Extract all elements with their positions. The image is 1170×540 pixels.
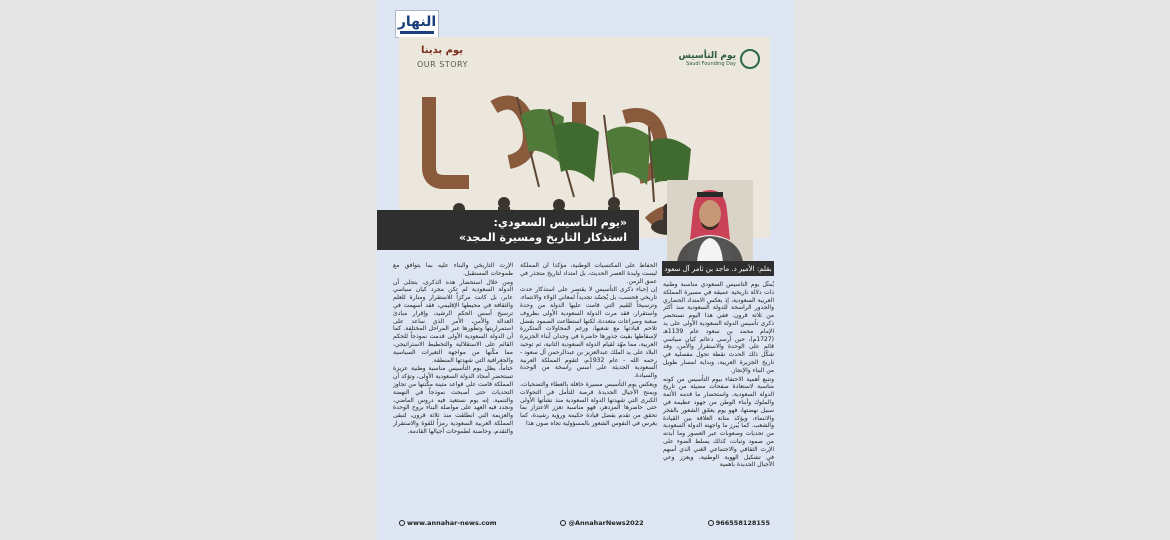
whatsapp-text: 966558128155 xyxy=(715,519,770,527)
magazine-page xyxy=(377,0,794,540)
paragraph: ومن خلال استحضار هذه الذكرى، يتجلى أن الدولة السعودية لم تكن مجرد كيان سياسي عابر، بل كانت مركزاً للاستقرار ومنارة للعلم والثقافة في محيطها الإقليمي، فقد أسهمت في ترسيخ أسس الحكم الرشيد، وإقرار مبادئ العدالة والأمن، الأمر الذي ساعد على استمراريتها وتطورها عبر المراحل المختلفة. كما أن الدولة السعودية الأولى قدمت نموذجاً للحكم القائم على الاستقلالية والتخطيط الاستراتيجي، مما مكّنها من مواجهة التغيرات السياسية والجغرافية التي شهدتها المنطقة. xyxy=(393,278,513,364)
paragraph: ختاماً، يظل يوم التأسيس مناسبة وطنية عزيزة تستحضر أمجاد الدولة السعودية الأولى، وتؤكد أن المملكة قامت على قواعد متينة مكّنتها من تجاوز التحديات حتى أصبحت نموذجاً في النهضة والتنمية. إنه يوم نستعيد فيه دروس الماضي، ونجدد فيه العهد على مواصلة البناء بروح الوحدة والعزيمة التي انطلقت منذ ثلاثة قرون، لتبقى المملكة العربية السعودية رمزاً للقوة والاستقرار والتقدم، وحاضنة لطموحات أجيالها القادمة. xyxy=(393,365,513,435)
article-column-middle xyxy=(520,262,657,510)
annahar-logo xyxy=(395,10,439,38)
paragraph: وتنبع أهمية الاحتفاء بيوم التأسيس من كونه مناسبة لاستعادة صفحات مضيئة من تاريخ الدولة السعودية، واستحضار ما قدمه الأئمة والملوك وأبناء الوطن من جهود عظيمة في سبيل نهضتها، فهو يوم يعمّق الشعور بالفخر والانتماء، ويؤكد متانة العلاقة بين القيادة والشعب. كما يُبرز ما واجهته الدولة السعودية من تحديات وصعوبات عبر العصور وما أبدته من صمود وثبات، كذلك يسلط الضوء على الإرث الثقافي والاجتماعي الغني الذي أسهم في تشكيل الهوية الوطنية، ويعزز وعي الأجيال الجديدة بأهمية xyxy=(663,375,774,469)
footer-website[interactable] xyxy=(399,519,496,527)
website-text: www.annahar-news.com xyxy=(407,519,497,527)
founding-day-ar: يوم التأسيس xyxy=(678,51,736,61)
twitter-text: @AnnaharNews2022 xyxy=(568,519,644,527)
article-column-right xyxy=(663,281,774,511)
founding-day-en: Saudi Founding Day xyxy=(685,61,736,67)
article-title-line1: «يوم التأسيس السعودي: xyxy=(493,216,627,229)
page-footer xyxy=(399,516,770,530)
globe-icon xyxy=(399,520,405,526)
footer-twitter[interactable] xyxy=(560,519,643,527)
author-portrait-illustration xyxy=(667,180,753,262)
paragraph: يُمثّل يوم التأسيس السعودي مناسبة وطنية ذات دلالة تاريخية عميقة في مسيرة المملكة العربية السعودية، إذ يعكس الامتداد الحضاري والجذور الراسخة للدولة السعودية منذ أكثر من ثلاثة قرون. ففي هذا اليوم نستحضر ذكرى تأسيس الدولة السعودية الأولى على يد الإمام محمد بن سعود عام 1139هـ (1727م)، حين أرسى دعائم كيان سياسي قائم على الوحدة والاستقرار والأمن، وقد شكّل ذلك الحدث نقطة تحول مفصلية في تاريخ الجزيرة العربية، وبداية لمسار طويل من البناء والإنجاز. xyxy=(663,281,774,374)
logo-bar xyxy=(400,31,434,34)
logo-text: النهار xyxy=(397,13,437,30)
author-portrait xyxy=(667,180,753,262)
paragraph: الحفاظ على المكتسبات الوطنية، مؤكداً أن المملكة ليست وليدة العصر الحديث، بل امتداد لتاريخ متجذر في عمق الزمن. xyxy=(520,262,657,285)
paragraph: ويعكس يوم التأسيس مسيرة حافلة بالعطاء والتضحيات، ويمنح الأجيال الجديدة فرصة للتأمل في التحولات الكبرى التي شهدتها الدولة السعودية منذ نشأتها الأولى حتى حاضرها المزدهر، فهو مناسبة تعزز الاعتزاز بما تحقق من تقدم بفضل قيادة حكيمة ورؤية رشيدة، كما يغرس في النفوس الشعور بالمسؤولية تجاه صون هذا xyxy=(520,380,657,427)
twitter-icon xyxy=(560,520,566,526)
footer-whatsapp[interactable] xyxy=(708,519,770,527)
section-title-ar: يوم بدينا xyxy=(421,45,463,56)
author-byline: بقلم: الأمير د. ماجد بن ثامر آل سعود xyxy=(662,261,774,276)
article-column-left xyxy=(393,262,513,482)
founding-day-emblem-icon xyxy=(740,49,760,69)
founding-day-logo xyxy=(678,49,760,69)
founding-day-text xyxy=(678,51,736,67)
whatsapp-icon xyxy=(708,520,714,526)
section-title-en: OUR STORY xyxy=(417,60,468,69)
article-title-line2: استذكار التاريخ ومسيرة المجد» xyxy=(458,231,627,244)
paragraph: الإرث التاريخي والبناء عليه بما يتوافق مع طموحات المستقبل. xyxy=(393,262,513,277)
article-title-band xyxy=(377,210,639,250)
paragraph: إن إحياء ذكرى التأسيس لا يقتصر على استذكار حدث تاريخي فحسب، بل يُجسّد تجديداً لمعاني الولاء والانتماء، وترسيخاً للقيم التي قامت عليها الدولة من وحدة واستقرار. فقد مرت الدولة السعودية الأولى بظروف صعبة وصراعات متعددة، لكنها استطاعت الصمود بفضل تلاحم قيادتها مع شعبها، ورغم المحاولات المتكررة لإسقاطها بقيت جذورها حاضرة في وجدان أبناء الجزيرة العربية، مما مهّد لقيام الدولة السعودية الثانية، ثم توحيد البلاد على يد الملك عبدالعزيز بن عبدالرحمن آل سعود - رحمه الله - عام 1932م، لتقوم المملكة العربية السعودية الحديثة على أسس راسخة من الوحدة والسيادة. xyxy=(520,286,657,380)
